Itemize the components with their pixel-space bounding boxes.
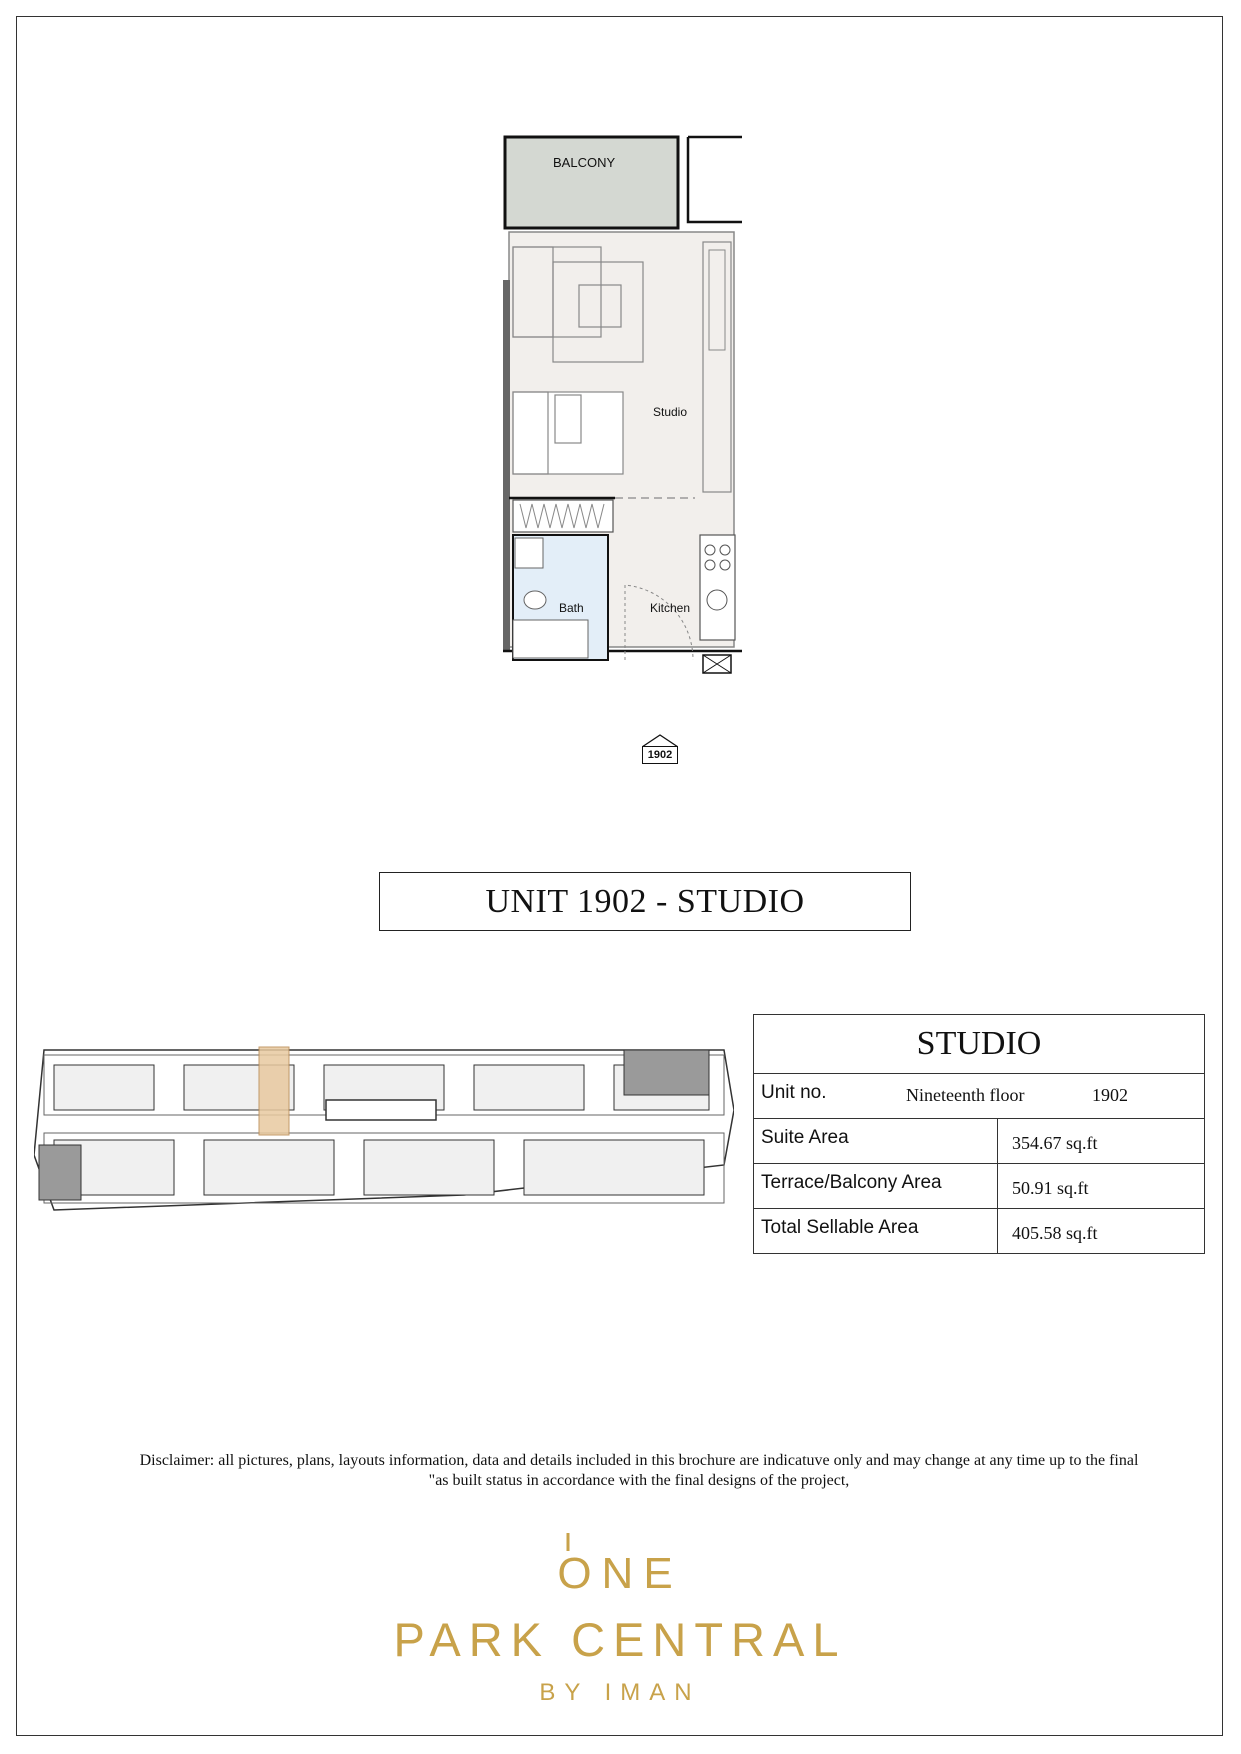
- info-heading: STUDIO: [754, 1015, 1204, 1074]
- balcony-area-row: [754, 1164, 1204, 1209]
- key-plan-drawing: [34, 1045, 734, 1220]
- unit-no-label: Unit no.: [761, 1082, 827, 1103]
- bath-label: Bath: [559, 601, 584, 615]
- balcony-area-value: 50.91 sq.ft: [997, 1164, 1202, 1208]
- unit-entry-tag: [642, 733, 678, 767]
- unit-floor-plan: [495, 130, 755, 770]
- floor-plan-drawing: [495, 130, 755, 770]
- logo-line-1: ONE: [557, 1549, 683, 1598]
- kitchen-label: Kitchen: [650, 601, 691, 615]
- floor-value: Nineteenth floor: [906, 1085, 1025, 1105]
- total-area-row: [754, 1209, 1204, 1253]
- brand-logo: [300, 1525, 940, 1715]
- unit-number-row: [754, 1074, 1204, 1119]
- floor-key-plan: [34, 1045, 734, 1220]
- studio-label: Studio: [653, 405, 688, 419]
- suite-area-row: [754, 1119, 1204, 1164]
- unit-number-value: 1902: [1092, 1085, 1128, 1105]
- unit-tag-number: 1902: [642, 746, 678, 764]
- disclaimer-line-2: "as built status in accordance with the final designs of the project,: [428, 1472, 850, 1489]
- logo-line-3: BY IMAN: [539, 1679, 701, 1706]
- total-area-label: Total Sellable Area: [761, 1217, 919, 1238]
- total-area-value: 405.58 sq.ft: [997, 1209, 1202, 1253]
- suite-area-label: Suite Area: [761, 1127, 849, 1148]
- unit-info-table: [753, 1014, 1205, 1254]
- balcony-label: BALCONY: [553, 155, 616, 170]
- logo-line-2: PARK CENTRAL: [393, 1613, 847, 1666]
- unit-title: UNIT 1902 - STUDIO: [379, 872, 911, 931]
- disclaimer: [60, 1451, 1218, 1491]
- balcony-area-label: Terrace/Balcony Area: [761, 1172, 942, 1193]
- disclaimer-line-1: Disclaimer: all pictures, plans, layouts information, data and details included in this brochure are indicatuve only and may change at any time up to the final: [139, 1452, 1139, 1469]
- suite-area-value: 354.67 sq.ft: [997, 1119, 1202, 1163]
